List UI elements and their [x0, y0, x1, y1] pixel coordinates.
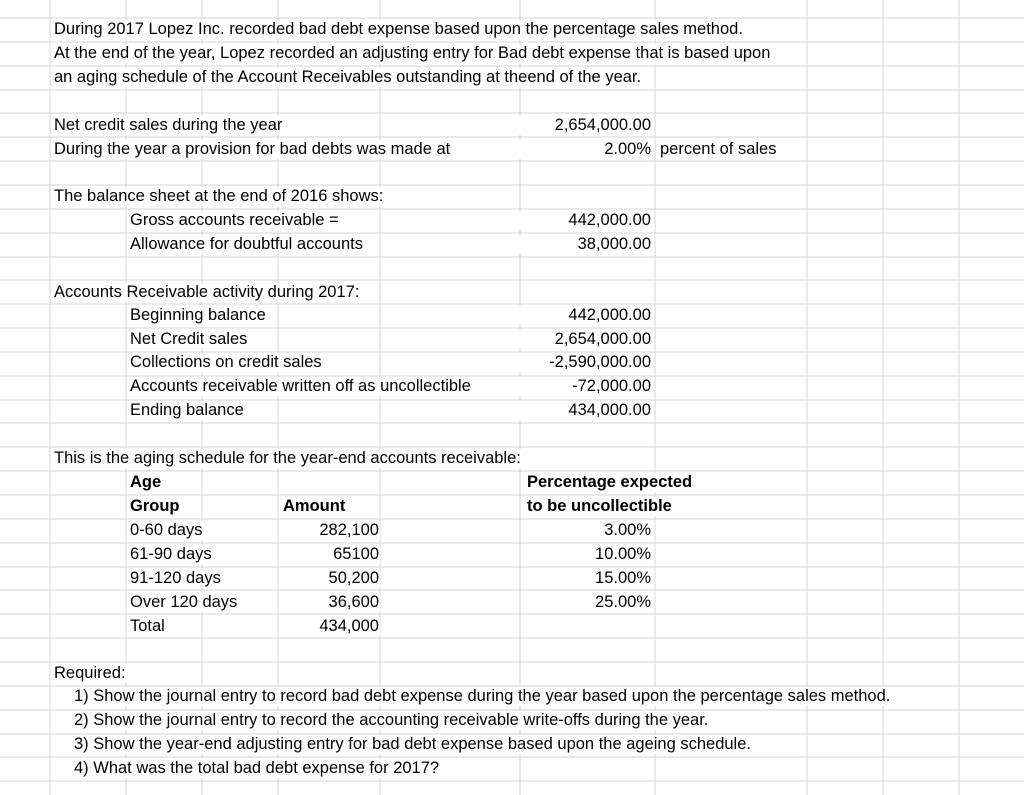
ar-activity-heading: Accounts Receivable activity during 2017: — [54, 283, 360, 301]
aging-amount: 36,600 — [280, 593, 380, 612]
net-credit-sales-label: Net credit sales during the year — [54, 116, 283, 134]
aging-heading: This is the aging schedule for the year-end accounts receivable: — [54, 449, 521, 467]
group-header: Group — [130, 497, 180, 515]
aging-amount: 282,100 — [280, 521, 380, 540]
ar-row-value: 434,000.00 — [500, 401, 652, 420]
required-item: 1) Show the journal entry to record bad debt expense during the year based upon the percentage sales method. — [74, 687, 891, 705]
ar-row-label: Beginning balance — [130, 306, 266, 324]
aging-group: 61-90 days — [130, 545, 212, 563]
allowance-value: 38,000.00 — [500, 235, 652, 254]
aging-amount: 65100 — [280, 545, 380, 564]
ar-row-value: -2,590,000.00 — [500, 353, 652, 372]
balance-sheet-heading: The balance sheet at the end of 2016 shows: — [54, 187, 384, 205]
required-heading: Required: — [54, 664, 126, 682]
amount-header: Amount — [283, 497, 346, 515]
allowance-label: Allowance for doubtful accounts — [130, 235, 363, 253]
net-credit-sales-value: 2,654,000.00 — [500, 116, 652, 135]
aging-group: 0-60 days — [130, 521, 203, 539]
intro-line-2: At the end of the year, Lopez recorded an adjusting entry for Bad debt expense that is based upon — [54, 44, 771, 62]
aging-pct: 15.00% — [540, 569, 652, 588]
aging-group: 91-120 days — [130, 569, 221, 587]
aging-pct: 3.00% — [540, 521, 652, 540]
ar-row-value: 2,654,000.00 — [500, 330, 652, 349]
aging-total-amount: 434,000 — [280, 617, 380, 636]
intro-line-1: During 2017 Lopez Inc. recorded bad debt expense based upon the percentage sales method. — [54, 20, 743, 38]
ar-row-label: Ending balance — [130, 401, 244, 419]
required-item: 3) Show the year-end adjusting entry for bad debt expense based upon the ageing schedule. — [74, 735, 751, 753]
aging-pct: 25.00% — [540, 593, 652, 612]
intro-line-3: an aging schedule of the Account Receivables outstanding at theend of the year. — [54, 68, 642, 86]
ar-row-label: Collections on credit sales — [130, 353, 322, 371]
gross-ar-value: 442,000.00 — [500, 211, 652, 230]
age-header: Age — [130, 473, 162, 491]
aging-pct: 10.00% — [540, 545, 652, 564]
ar-row-value: 442,000.00 — [500, 306, 652, 325]
gross-ar-label: Gross accounts receivable = — [130, 211, 339, 229]
ar-row-value: -72,000.00 — [500, 377, 652, 396]
required-item: 4) What was the total bad debt expense for 2017? — [74, 759, 440, 777]
aging-total-label: Total — [130, 617, 165, 635]
ar-row-label: Net Credit sales — [130, 330, 248, 348]
provision-unit: percent of sales — [660, 140, 777, 158]
provision-rate: 2.00% — [500, 140, 652, 159]
uncollectible-header: to be uncollectible — [527, 497, 672, 515]
aging-amount: 50,200 — [280, 569, 380, 588]
provision-label: During the year a provision for bad debts was made at — [54, 140, 451, 158]
pct-header: Percentage expected — [527, 473, 693, 491]
required-item: 2) Show the journal entry to record the accounting receivable write-offs during the year. — [74, 711, 709, 729]
aging-group: Over 120 days — [130, 593, 238, 611]
ar-row-label: Accounts receivable written off as uncollectible — [130, 377, 471, 395]
